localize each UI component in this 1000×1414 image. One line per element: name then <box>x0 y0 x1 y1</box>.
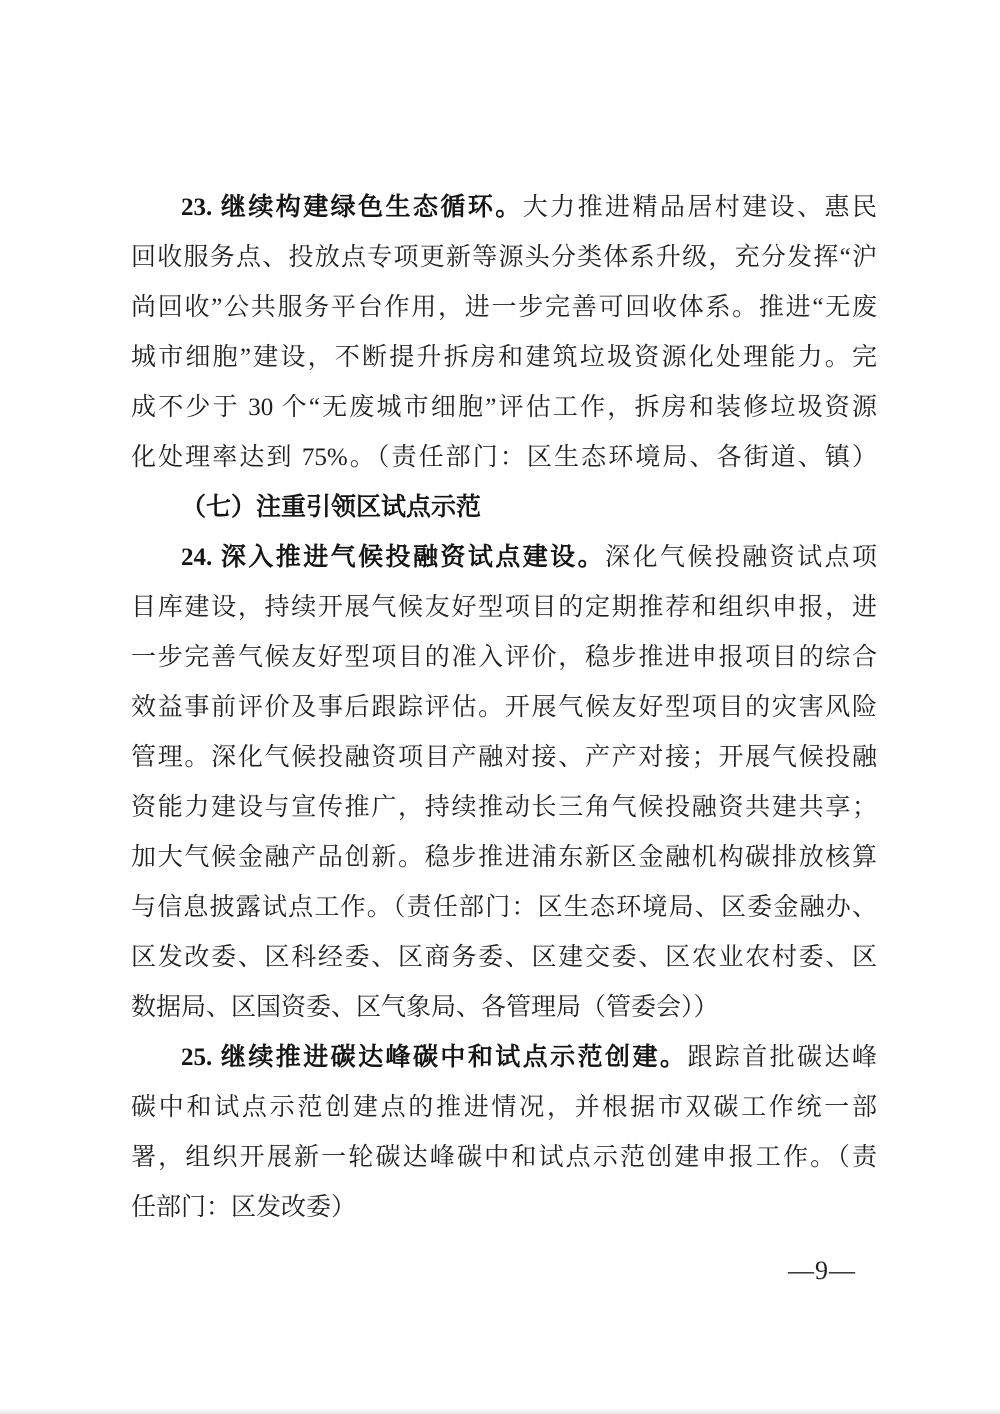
line-regular-text: 跟踪首批碳达峰 <box>687 1044 877 1071</box>
document-line <box>131 183 877 233</box>
line-regular-text: 回收服务点、投放点专项更新等源头分类体系升级，充分发挥“沪 <box>131 244 877 271</box>
line-regular-text: 成不少于 30 个“无废城市细胞”评估工作，拆房和装修垃圾资源 <box>131 394 877 421</box>
line-regular-text: 数据局、区国资委、区气象局、各管理局（管委会）） <box>131 994 719 1021</box>
document-line <box>131 633 877 683</box>
line-regular-text: 管理。深化气候投融资项目产融对接、产产对接；开展气候投融 <box>131 744 877 771</box>
document-line <box>131 283 877 333</box>
document-line <box>131 1183 877 1233</box>
document-line <box>131 683 877 733</box>
document-line <box>131 583 877 633</box>
document-line <box>131 933 877 983</box>
document-line <box>131 1083 877 1133</box>
page-number: —9— <box>788 1256 856 1285</box>
line-bold-text: 25. 继续推进碳达峰碳中和试点示范创建。 <box>181 1044 688 1071</box>
document-line <box>131 383 877 433</box>
line-regular-text: 碳中和试点示范创建点的推进情况，并根据市双碳工作统一部 <box>131 1094 877 1121</box>
line-regular-text: 任部门：区发改委） <box>131 1194 357 1221</box>
line-regular-text: 城市细胞”建设，不断提升拆房和建筑垃圾资源化处理能力。完 <box>131 344 877 371</box>
document-line <box>131 1133 877 1183</box>
line-regular-text: 区发改委、区科经委、区商务委、区建交委、区农业农村委、区 <box>131 944 877 971</box>
line-bold-text: （七）注重引领区试点示范 <box>181 494 482 521</box>
line-regular-text: 效益事前评价及事后跟踪评估。开展气候友好型项目的灾害风险 <box>131 694 877 721</box>
scan-edge-shadow <box>0 1408 1000 1414</box>
line-regular-text: 一步完善气候友好型项目的准入评价，稳步推进申报项目的综合 <box>131 644 877 671</box>
line-regular-text: 署，组织开展新一轮碳达峰碳中和试点示范创建申报工作。（责 <box>131 1144 877 1171</box>
document-line <box>131 783 877 833</box>
line-regular-text: 尚回收”公共服务平台作用，进一步完善可回收体系。推进“无废 <box>131 294 877 321</box>
line-regular-text: 加大气候金融产品创新。稳步推进浦东新区金融机构碳排放核算 <box>131 844 877 871</box>
line-bold-text: 24. 深入推进气候投融资试点建设。 <box>181 544 606 571</box>
line-regular-text: 深化气候投融资试点项 <box>605 544 877 571</box>
document-line <box>131 983 877 1033</box>
line-bold-text: 23. 继续构建绿色生态循环。 <box>181 194 523 221</box>
document-line <box>131 433 877 483</box>
document-body <box>131 183 877 1233</box>
document-line <box>131 483 877 533</box>
document-line <box>131 333 877 383</box>
line-regular-text: 资能力建设与宣传推广，持续推动长三角气候投融资共建共享； <box>131 794 877 821</box>
document-line <box>131 883 877 933</box>
document-line <box>131 1033 877 1083</box>
line-regular-text: 化处理率达到 75%。（责任部门：区生态环境局、各街道、镇） <box>131 444 877 471</box>
line-regular-text: 大力推进精品居村建设、惠民 <box>522 194 877 221</box>
document-line <box>131 733 877 783</box>
document-line <box>131 233 877 283</box>
document-line <box>131 833 877 883</box>
line-regular-text: 目库建设，持续开展气候友好型项目的定期推荐和组织申报，进 <box>131 594 877 621</box>
document-line <box>131 533 877 583</box>
line-regular-text: 与信息披露试点工作。（责任部门：区生态环境局、区委金融办、 <box>131 894 877 921</box>
